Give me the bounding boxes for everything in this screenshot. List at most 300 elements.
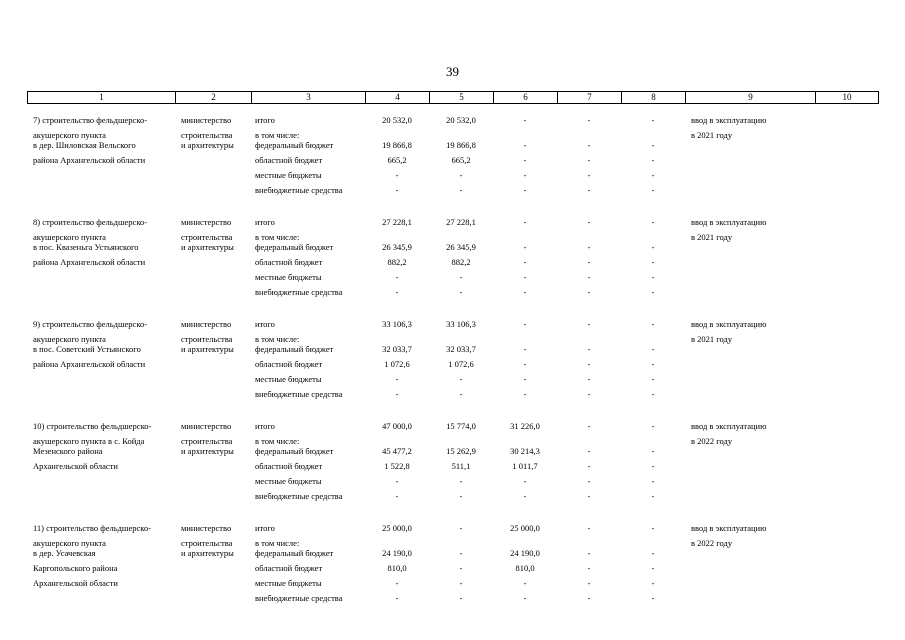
block-spacer	[27, 302, 878, 319]
amount-cell	[365, 436, 429, 446]
amount-cell: -	[523, 115, 527, 125]
funding-row	[27, 461, 878, 476]
amount-cell: -	[523, 257, 527, 267]
empty-cell	[815, 476, 878, 491]
column-number: 6	[494, 92, 558, 104]
funding-source-label: внебюджетные средства	[255, 287, 343, 297]
amount-cell: -	[651, 344, 655, 354]
empty-cell	[815, 185, 878, 200]
funding-source-label: в том числе:	[255, 436, 300, 446]
project-name-line: 11) строительство фельдшерско-	[33, 523, 152, 533]
commissioning-note-line: в 2022 году	[691, 436, 733, 446]
project-name-line: района Архангельской области	[33, 359, 146, 369]
funding-source-label: итого	[255, 115, 275, 125]
commissioning-note-line: ввод в эксплуатацию	[691, 115, 767, 125]
agency-line: строительства	[181, 130, 233, 140]
commissioning-note-line	[685, 140, 815, 155]
spacer-cell	[27, 200, 878, 217]
amount-cell: 24 190,0	[382, 548, 412, 558]
amount-cell: -	[395, 491, 399, 501]
commissioning-note-line: в 2021 году	[691, 130, 733, 140]
amount-cell: -	[459, 523, 463, 533]
amount-cell: -	[459, 548, 463, 558]
column-number: 10	[816, 92, 879, 104]
amount-cell: -	[651, 446, 655, 456]
amount-cell: -	[523, 359, 527, 369]
amount-cell: -	[523, 491, 527, 501]
amount-cell: -	[651, 563, 655, 573]
amount-cell	[429, 130, 493, 140]
amount-cell	[365, 334, 429, 344]
amount-cell	[493, 538, 557, 548]
amount-cell	[557, 538, 621, 548]
page-number: 39	[446, 64, 459, 79]
amount-cell: -	[587, 359, 591, 369]
amount-cell: 1 072,6	[448, 359, 474, 369]
funding-source-label: внебюджетные средства	[255, 389, 343, 399]
amount-cell: -	[587, 548, 591, 558]
empty-cell	[815, 319, 878, 334]
amount-cell: -	[523, 319, 527, 329]
amount-cell	[493, 436, 557, 446]
column-header-row	[28, 92, 879, 104]
funding-row	[27, 491, 878, 506]
project-name-line: Мезенского района	[33, 446, 103, 456]
project-name-line: 8) строительство фельдшерско-	[33, 217, 148, 227]
agency-line: и архитектуры	[181, 548, 234, 558]
funding-source-label: областной бюджет	[255, 461, 323, 471]
funding-source-label: местные бюджеты	[255, 476, 322, 486]
amount-cell: -	[587, 523, 591, 533]
project-name-line	[27, 170, 175, 185]
funding-row	[27, 334, 878, 344]
amount-cell: -	[587, 563, 591, 573]
commissioning-note-line	[685, 563, 815, 578]
agency-line	[175, 593, 251, 608]
block-spacer	[27, 404, 878, 421]
spacer-cell	[27, 404, 878, 421]
project-name-line: Каргопольского района	[33, 563, 118, 573]
amount-cell: -	[459, 593, 463, 603]
commissioning-note-line	[685, 185, 815, 200]
amount-cell: -	[587, 461, 591, 471]
agency-line	[175, 257, 251, 272]
spacer-cell	[27, 506, 878, 523]
amount-cell: -	[395, 287, 399, 297]
amount-cell	[621, 538, 685, 548]
amount-cell: 25 000,0	[510, 523, 540, 533]
empty-cell	[815, 140, 878, 155]
agency-line: и архитектуры	[181, 344, 234, 354]
amount-cell	[365, 538, 429, 548]
amount-cell: -	[651, 476, 655, 486]
funding-source-label: итого	[255, 319, 275, 329]
amount-cell	[557, 436, 621, 446]
agency-line	[175, 389, 251, 404]
funding-row	[27, 257, 878, 272]
column-number: 5	[430, 92, 494, 104]
amount-cell: -	[395, 374, 399, 384]
funding-row	[27, 374, 878, 389]
empty-cell	[815, 436, 878, 446]
empty-cell	[815, 461, 878, 476]
amount-cell: -	[651, 140, 655, 150]
project-name-line	[27, 476, 175, 491]
amount-cell	[429, 436, 493, 446]
project-name-line: 7) строительство фельдшерско-	[33, 115, 148, 125]
amount-cell: 15 774,0	[446, 421, 476, 431]
funding-source-label: местные бюджеты	[255, 374, 322, 384]
project-name-line	[27, 491, 175, 506]
commissioning-note-line: ввод в эксплуатацию	[691, 217, 767, 227]
commissioning-note-line	[685, 578, 815, 593]
amount-cell: -	[395, 185, 399, 195]
empty-cell	[815, 593, 878, 608]
funding-source-label: местные бюджеты	[255, 272, 322, 282]
amount-cell: -	[395, 578, 399, 588]
amount-cell: 1 522,8	[384, 461, 410, 471]
funding-source-label: местные бюджеты	[255, 578, 322, 588]
amount-cell	[493, 232, 557, 242]
funding-row	[27, 359, 878, 374]
empty-cell	[815, 130, 878, 140]
agency-line: строительства	[181, 334, 233, 344]
project-name-line: 10) строительство фельдшерско-	[33, 421, 152, 431]
funding-source-label: внебюджетные средства	[255, 185, 343, 195]
project-name-line: в пос. Квазеньга Устьянского	[33, 242, 139, 252]
amount-cell: 20 532,0	[446, 115, 476, 125]
empty-cell	[815, 155, 878, 170]
amount-cell: -	[651, 421, 655, 431]
agency-line	[175, 359, 251, 374]
funding-source-label: в том числе:	[255, 538, 300, 548]
amount-cell: -	[459, 374, 463, 384]
amount-cell: 19 866,8	[446, 140, 476, 150]
amount-cell: -	[651, 287, 655, 297]
funding-row	[27, 115, 878, 130]
funding-source-label: местные бюджеты	[255, 170, 322, 180]
amount-cell: -	[587, 476, 591, 486]
funding-source-label: федеральный бюджет	[255, 548, 334, 558]
funding-source-label: итого	[255, 523, 275, 533]
amount-cell: -	[587, 578, 591, 588]
commissioning-note-line	[685, 170, 815, 185]
project-name-line: в дер. Шиловская Вельского	[33, 140, 136, 150]
amount-cell: -	[523, 578, 527, 588]
project-name-line: акушерского пункта	[33, 232, 106, 242]
amount-cell: 665,2	[387, 155, 407, 165]
funding-row	[27, 287, 878, 302]
amount-cell: 20 532,0	[382, 115, 412, 125]
amount-cell	[493, 334, 557, 344]
amount-cell: -	[523, 287, 527, 297]
funding-row	[27, 578, 878, 593]
commissioning-note-line: ввод в эксплуатацию	[691, 319, 767, 329]
amount-cell: -	[587, 272, 591, 282]
amount-cell	[621, 334, 685, 344]
amount-cell: -	[395, 272, 399, 282]
agency-line	[175, 185, 251, 200]
funding-row	[27, 523, 878, 538]
agency-line	[175, 155, 251, 170]
commissioning-note-line: ввод в эксплуатацию	[691, 421, 767, 431]
amount-cell: 32 033,7	[446, 344, 476, 354]
amount-cell: -	[523, 344, 527, 354]
funding-source-label: областной бюджет	[255, 359, 323, 369]
funding-source-label: областной бюджет	[255, 155, 323, 165]
amount-cell: -	[523, 217, 527, 227]
amount-cell	[429, 334, 493, 344]
project-name-line	[27, 287, 175, 302]
funding-row	[27, 242, 878, 257]
amount-cell: -	[395, 476, 399, 486]
amount-cell	[621, 130, 685, 140]
empty-cell	[815, 523, 878, 538]
agency-line	[175, 578, 251, 593]
amount-cell: -	[523, 185, 527, 195]
amount-cell: -	[587, 389, 591, 399]
commissioning-note-line: в 2021 году	[691, 334, 733, 344]
amount-cell: -	[651, 548, 655, 558]
funding-row	[27, 436, 878, 446]
project-name-line	[27, 374, 175, 389]
project-name-line: в дер. Усачевская	[33, 548, 96, 558]
funding-row	[27, 232, 878, 242]
amount-cell: -	[651, 242, 655, 252]
funding-row	[27, 155, 878, 170]
commissioning-note-line	[685, 374, 815, 389]
amount-cell: 27 228,1	[382, 217, 412, 227]
commissioning-note-line: в 2021 году	[691, 232, 733, 242]
funding-row	[27, 170, 878, 185]
amount-cell	[621, 436, 685, 446]
amount-cell	[365, 130, 429, 140]
amount-cell: -	[651, 257, 655, 267]
empty-cell	[815, 548, 878, 563]
project-name-line: акушерского пункта в с. Койда	[33, 436, 145, 446]
amount-cell: -	[587, 140, 591, 150]
agency-line: министерство	[181, 523, 232, 533]
block-spacer	[27, 506, 878, 523]
amount-cell: -	[459, 287, 463, 297]
funding-row	[27, 446, 878, 461]
funding-source-label: итого	[255, 217, 275, 227]
commissioning-note-line	[685, 257, 815, 272]
amount-cell: 26 345,9	[446, 242, 476, 252]
amount-cell: -	[587, 421, 591, 431]
amount-cell: -	[651, 155, 655, 165]
project-name-line: в пос. Советский Устьянского	[33, 344, 141, 354]
amount-cell: 1 011,7	[512, 461, 538, 471]
funding-row	[27, 538, 878, 548]
amount-cell: -	[587, 115, 591, 125]
amount-cell: -	[459, 476, 463, 486]
commissioning-note-line	[685, 344, 815, 359]
amount-cell	[429, 232, 493, 242]
amount-cell: -	[651, 578, 655, 588]
project-name-line: района Архангельской области	[33, 257, 146, 267]
funding-row	[27, 217, 878, 232]
amount-cell: -	[523, 242, 527, 252]
funding-row	[27, 319, 878, 334]
empty-cell	[815, 232, 878, 242]
funding-row	[27, 593, 878, 608]
empty-cell	[815, 334, 878, 344]
commissioning-note-line: в 2022 году	[691, 538, 733, 548]
empty-cell	[815, 374, 878, 389]
empty-cell	[815, 242, 878, 257]
amount-cell	[557, 232, 621, 242]
funding-source-label: федеральный бюджет	[255, 446, 334, 456]
project-name-line: района Архангельской области	[33, 155, 146, 165]
amount-cell: -	[587, 344, 591, 354]
amount-cell: 882,2	[451, 257, 471, 267]
amount-cell: -	[523, 155, 527, 165]
amount-cell: 33 106,3	[382, 319, 412, 329]
agency-line	[175, 491, 251, 506]
amount-cell: 511,1	[451, 461, 471, 471]
commissioning-note-line	[685, 272, 815, 287]
amount-cell: -	[587, 257, 591, 267]
commissioning-note-line: ввод в эксплуатацию	[691, 523, 767, 533]
amount-cell: -	[523, 170, 527, 180]
column-number: 2	[176, 92, 252, 104]
amount-cell: -	[523, 593, 527, 603]
funding-source-label: итого	[255, 421, 275, 431]
amount-cell: -	[523, 389, 527, 399]
amount-cell	[621, 232, 685, 242]
funding-source-label: внебюджетные средства	[255, 593, 343, 603]
amount-cell: 810,0	[515, 563, 535, 573]
project-name-line: акушерского пункта	[33, 130, 106, 140]
column-header-table	[27, 91, 879, 104]
funding-source-label: федеральный бюджет	[255, 344, 334, 354]
amount-cell: -	[587, 319, 591, 329]
funding-row	[27, 185, 878, 200]
amount-cell: -	[587, 217, 591, 227]
amount-cell: 26 345,9	[382, 242, 412, 252]
amount-cell: -	[651, 389, 655, 399]
amount-cell: -	[523, 140, 527, 150]
amount-cell	[557, 130, 621, 140]
amount-cell: 33 106,3	[446, 319, 476, 329]
amount-cell: -	[523, 374, 527, 384]
commissioning-note-line	[685, 476, 815, 491]
amount-cell: -	[459, 170, 463, 180]
agency-line: министерство	[181, 217, 232, 227]
spacer-cell	[27, 302, 878, 319]
amount-cell: 24 190,0	[510, 548, 540, 558]
empty-cell	[815, 272, 878, 287]
amount-cell: -	[587, 374, 591, 384]
funding-row	[27, 344, 878, 359]
amount-cell: 19 866,8	[382, 140, 412, 150]
empty-cell	[815, 421, 878, 436]
amount-cell: -	[651, 491, 655, 501]
column-number: 7	[558, 92, 622, 104]
agency-line: и архитектуры	[181, 446, 234, 456]
empty-cell	[815, 446, 878, 461]
column-number: 9	[686, 92, 816, 104]
empty-cell	[815, 287, 878, 302]
amount-cell: -	[587, 491, 591, 501]
amount-cell: 665,2	[451, 155, 471, 165]
funding-table	[27, 115, 878, 608]
amount-cell: -	[459, 389, 463, 399]
amount-cell: -	[459, 491, 463, 501]
amount-cell: -	[587, 185, 591, 195]
empty-cell	[815, 563, 878, 578]
agency-line: и архитектуры	[181, 140, 234, 150]
amount-cell: -	[587, 287, 591, 297]
amount-cell: -	[459, 563, 463, 573]
empty-cell	[815, 578, 878, 593]
project-name-line: акушерского пункта	[33, 538, 106, 548]
commissioning-note-line	[685, 593, 815, 608]
amount-cell: -	[651, 319, 655, 329]
agency-line: строительства	[181, 232, 233, 242]
amount-cell: 45 477,2	[382, 446, 412, 456]
agency-line	[175, 374, 251, 389]
agency-line	[175, 170, 251, 185]
amount-cell: 30 214,3	[510, 446, 540, 456]
block-spacer	[27, 200, 878, 217]
agency-line: и архитектуры	[181, 242, 234, 252]
amount-cell: 810,0	[387, 563, 407, 573]
project-name-line	[27, 389, 175, 404]
agency-line	[175, 476, 251, 491]
funding-row	[27, 563, 878, 578]
amount-cell: -	[651, 170, 655, 180]
funding-row	[27, 476, 878, 491]
commissioning-note-line	[685, 359, 815, 374]
commissioning-note-line	[685, 548, 815, 563]
amount-cell: -	[587, 446, 591, 456]
amount-cell: -	[459, 272, 463, 282]
funding-row	[27, 389, 878, 404]
amount-cell: -	[651, 374, 655, 384]
amount-cell: 27 228,1	[446, 217, 476, 227]
amount-cell: -	[395, 170, 399, 180]
agency-line	[175, 461, 251, 476]
amount-cell: 1 072,6	[384, 359, 410, 369]
empty-cell	[815, 115, 878, 130]
empty-cell	[815, 217, 878, 232]
commissioning-note-line	[685, 446, 815, 461]
column-number: 1	[28, 92, 176, 104]
funding-row	[27, 548, 878, 563]
empty-cell	[815, 170, 878, 185]
commissioning-note-line	[685, 242, 815, 257]
project-name-line	[27, 593, 175, 608]
agency-line: министерство	[181, 115, 232, 125]
amount-cell: -	[395, 389, 399, 399]
amount-cell: -	[395, 593, 399, 603]
commissioning-note-line	[685, 389, 815, 404]
amount-cell: -	[523, 476, 527, 486]
amount-cell	[429, 538, 493, 548]
empty-cell	[815, 491, 878, 506]
amount-cell: 25 000,0	[382, 523, 412, 533]
funding-source-label: федеральный бюджет	[255, 242, 334, 252]
funding-row	[27, 272, 878, 287]
amount-cell: -	[651, 461, 655, 471]
amount-cell: -	[651, 272, 655, 282]
amount-cell: 32 033,7	[382, 344, 412, 354]
agency-line: строительства	[181, 436, 233, 446]
amount-cell: -	[587, 242, 591, 252]
amount-cell: -	[651, 217, 655, 227]
